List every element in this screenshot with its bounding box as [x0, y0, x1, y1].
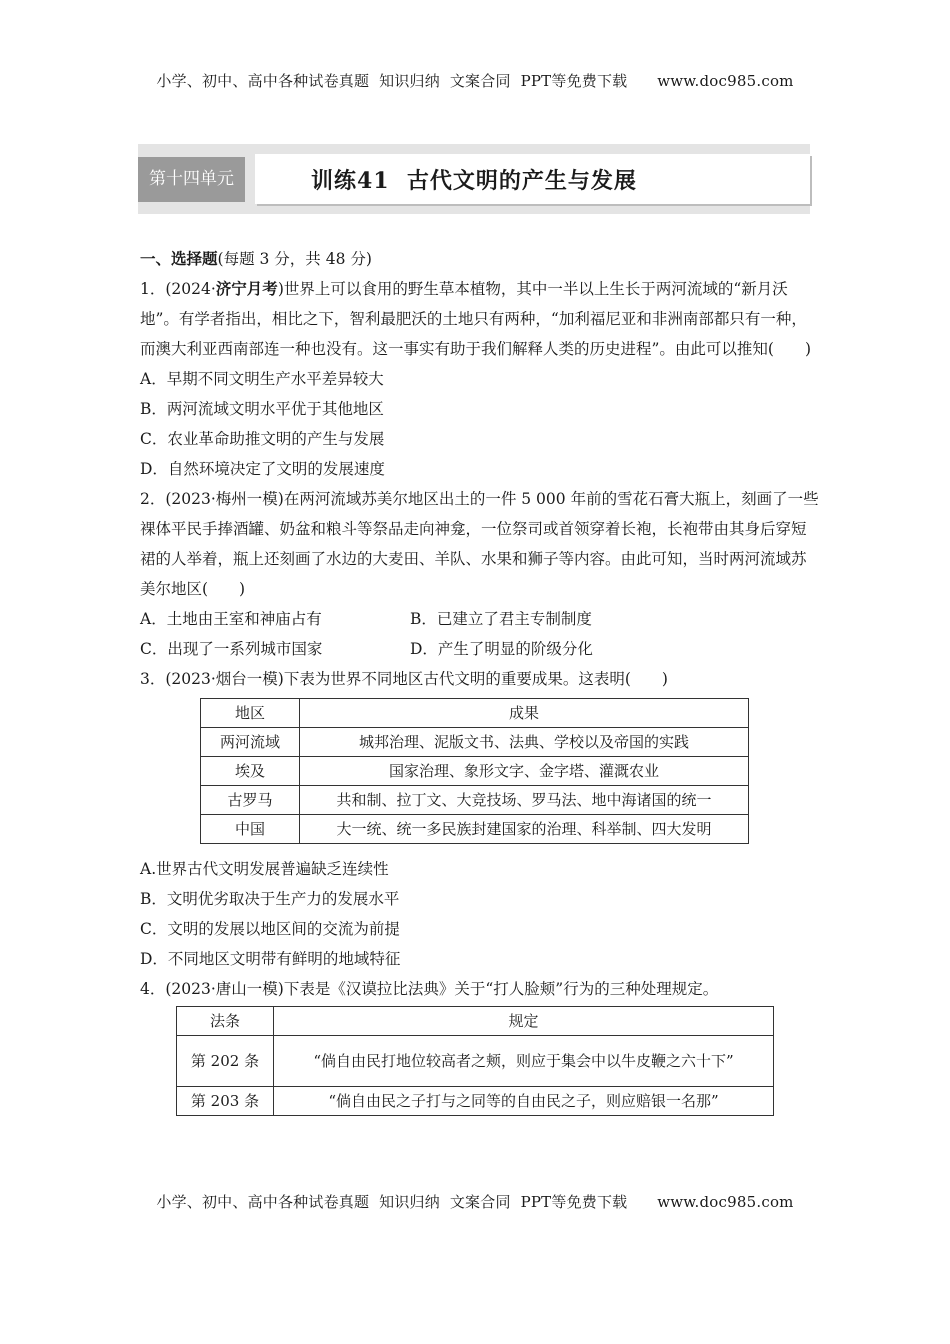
question-3-option-c[interactable]: C．文明的发展以地区间的交流为前提	[140, 920, 400, 938]
question-content	[140, 244, 820, 1116]
question-3-option-b[interactable]: B．文明优劣取决于生产力的发展水平	[140, 890, 400, 908]
question-4-source: (2023·唐山一模)	[165, 980, 284, 998]
question-3-text: 下表为世界不同地区古代文明的重要成果。这表明( )	[283, 670, 668, 688]
table-row	[201, 757, 749, 786]
page-title: 训练41 古代文明的产生与发展	[311, 168, 637, 194]
unit-banner	[138, 144, 810, 214]
question-2-option-c[interactable]: C．出现了一系列城市国家	[140, 640, 323, 658]
table-cell: 第 202 条	[177, 1036, 274, 1087]
table-cell: 第 203 条	[177, 1087, 274, 1116]
page-header	[0, 70, 950, 91]
table-cell: 埃及	[201, 757, 300, 786]
question-1-option-b[interactable]: B．两河流域文明水平优于其他地区	[140, 400, 384, 418]
question-2-source: (2023·梅州一模)	[165, 490, 284, 508]
question-2-options-row-2	[140, 634, 820, 664]
question-1-text: 世界上可以食用的野生草本植物，其中一半以上生长于两河流域的“新月沃地”。有学者指出，相比之下，智利最肥沃的土地只有两种，“加利福尼亚和非洲南部都只有一种，而澳大利亚西南部连一种也没有。这一事实有助于我们解释人类的历史进程”。由此可以推知( )	[140, 280, 812, 358]
question-1-option-d[interactable]: D．自然环境决定了文明的发展速度	[140, 460, 385, 478]
header-promo: 小学、初中、高中各种试卷真题 知识归纳 文案合同 PPT等免费下载	[156, 72, 628, 90]
question-4-number: 4．	[140, 980, 166, 998]
table-cell: 古罗马	[201, 786, 300, 815]
question-1-number: 1．	[140, 280, 166, 298]
question-2-option-d[interactable]: D．产生了明显的阶级分化	[410, 640, 593, 658]
question-3-number: 3．	[140, 670, 166, 688]
table-row	[177, 1036, 774, 1087]
question-3-source: (2023·烟台一模)	[165, 670, 284, 688]
table-header-row	[201, 699, 749, 728]
table-header-row	[177, 1007, 774, 1036]
question-2-text: 在两河流域苏美尔地区出土的一件 5 000 年前的雪花石膏大瓶上，刻画了一些裸体平民手捧酒罐、奶盆和粮斗等祭品走向神龛，一位祭司或首领穿着长袍，长袍带由其身后穿短裙的人举着，瓶上还刻画了水边的大麦田、羊队、水果和狮子等内容。由此可知，当时两河流域苏美尔地区( )	[140, 490, 819, 598]
table-cell: “倘自由民之子打与之同等的自由民之子，则应赔银一名那”	[274, 1087, 774, 1116]
table-cell: 大一统、统一多民族封建国家的治理、科举制、四大发明	[300, 815, 749, 844]
question-2-option-a[interactable]: A．土地由王室和神庙占有	[140, 610, 322, 628]
table-cell: 城邦治理、泥版文书、法典、学校以及帝国的实践	[300, 728, 749, 757]
table-cell: 中国	[201, 815, 300, 844]
question-3-option-d[interactable]: D．不同地区文明带有鲜明的地域特征	[140, 950, 401, 968]
question-1-option-c[interactable]: C．农业革命助推文明的产生与发展	[140, 430, 385, 448]
question-2-number: 2．	[140, 490, 166, 508]
unit-label: 第十四单元	[138, 157, 245, 202]
table-row	[177, 1087, 774, 1116]
table-header-cell: 成果	[300, 699, 749, 728]
table-header-cell: 规定	[274, 1007, 774, 1036]
table-cell: 两河流域	[201, 728, 300, 757]
question-1-source-post: )	[277, 280, 284, 298]
table-cell: 共和制、拉丁文、大竞技场、罗马法、地中海诸国的统一	[300, 786, 749, 815]
table-cell: “倘自由民打地位较高者之颊，则应于集会中以牛皮鞭之六十下”	[274, 1036, 774, 1087]
question-1-stem	[140, 274, 820, 364]
question-2-option-b[interactable]: B．已建立了君主专制制度	[410, 610, 592, 628]
section-note: (每题 3 分，共 48 分)	[217, 250, 372, 268]
table-row	[201, 786, 749, 815]
page-footer	[0, 1191, 950, 1212]
footer-promo: 小学、初中、高中各种试卷真题 知识归纳 文案合同 PPT等免费下载	[156, 1193, 628, 1211]
question-1-option-a[interactable]: A．早期不同文明生产水平差异较大	[140, 370, 384, 388]
table-row	[201, 815, 749, 844]
table-cell: 国家治理、象形文字、金字塔、灌溉农业	[300, 757, 749, 786]
question-4-stem	[140, 974, 820, 1004]
section-label: 一、选择题	[140, 249, 218, 268]
table-header-cell: 地区	[201, 699, 300, 728]
footer-site-link[interactable]: www.doc985.com	[657, 1193, 794, 1211]
question-4-table	[176, 1006, 774, 1116]
question-4-text: 下表是《汉谟拉比法典》关于“打人脸颊”行为的三种处理规定。	[283, 980, 719, 998]
question-3-table	[200, 698, 749, 844]
question-1-source-bold: 济宁月考	[215, 279, 278, 298]
question-3-option-a[interactable]: A.世界古代文明发展普遍缺乏连续性	[140, 860, 389, 878]
section-heading	[140, 244, 820, 274]
question-1-source-pre: (2024·	[165, 280, 216, 298]
question-2-stem	[140, 484, 820, 604]
title-box	[255, 154, 810, 204]
header-site-link[interactable]: www.doc985.com	[657, 72, 794, 90]
question-2-options-row-1	[140, 604, 820, 634]
question-3-stem	[140, 664, 820, 694]
table-header-cell: 法条	[177, 1007, 274, 1036]
table-row	[201, 728, 749, 757]
